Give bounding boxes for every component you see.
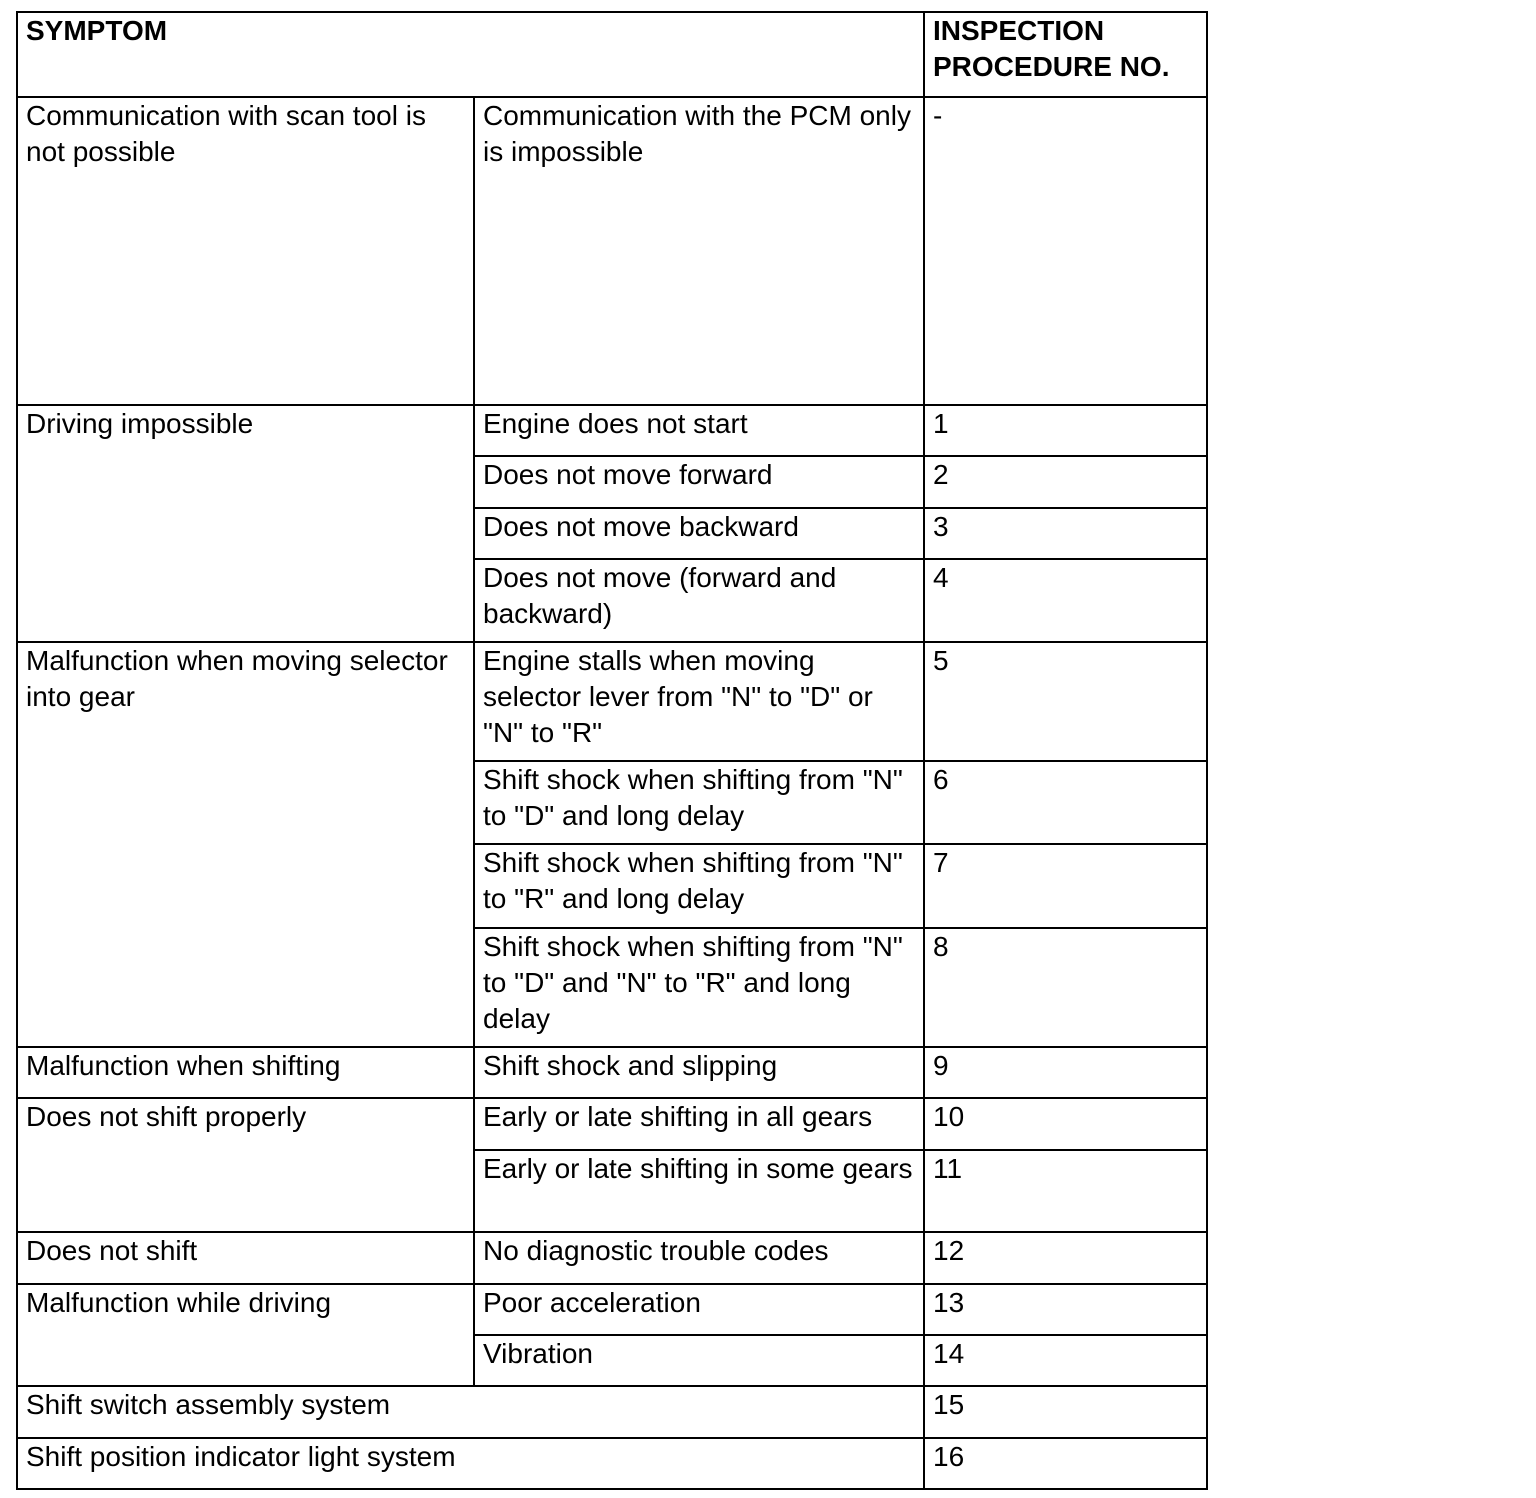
- detail-cell: Engine does not start: [474, 405, 924, 456]
- symptom-cell: Communication with scan tool is not possible: [17, 97, 474, 405]
- table-row: [17, 1386, 1207, 1438]
- detail-cell: Does not move forward: [474, 456, 924, 508]
- symptom-cell: Shift position indicator light system: [17, 1438, 924, 1489]
- detail-cell: Shift shock and slipping: [474, 1047, 924, 1098]
- detail-cell: Shift shock when shifting from "N" to "D" and "N" to "R" and long delay: [474, 928, 924, 1047]
- procedure-cell: 15: [924, 1386, 1207, 1438]
- symptom-cell: Driving impossible: [17, 405, 474, 642]
- table-row: [17, 1098, 1207, 1150]
- procedure-cell: 12: [924, 1232, 1207, 1284]
- procedure-cell: 9: [924, 1047, 1207, 1098]
- procedure-cell: 11: [924, 1150, 1207, 1232]
- detail-cell: Poor acceleration: [474, 1284, 924, 1335]
- procedure-cell: 13: [924, 1284, 1207, 1335]
- table-row: [17, 1438, 1207, 1489]
- table-row: [17, 1047, 1207, 1098]
- table-row: [17, 1232, 1207, 1284]
- symptom-cell: Malfunction while driving: [17, 1284, 474, 1386]
- symptom-table: [16, 11, 1208, 1490]
- procedure-cell: 7: [924, 844, 1207, 928]
- procedure-cell: -: [924, 97, 1207, 405]
- procedure-cell: 8: [924, 928, 1207, 1047]
- detail-cell: Engine stalls when moving selector lever from "N" to "D" or "N" to "R": [474, 642, 924, 761]
- header-row: [17, 12, 1207, 97]
- procedure-cell: 10: [924, 1098, 1207, 1150]
- procedure-cell: 5: [924, 642, 1207, 761]
- header-procedure-line2: PROCEDURE NO.: [933, 51, 1170, 82]
- table-row: [17, 1284, 1207, 1335]
- table-row: [17, 642, 1207, 761]
- detail-cell: Does not move backward: [474, 508, 924, 559]
- procedure-cell: 3: [924, 508, 1207, 559]
- header-symptom: SYMPTOM: [17, 12, 924, 97]
- procedure-cell: 4: [924, 559, 1207, 642]
- detail-cell: Vibration: [474, 1335, 924, 1386]
- header-procedure: [924, 12, 1207, 97]
- detail-cell: No diagnostic trouble codes: [474, 1232, 924, 1284]
- symptom-cell: Malfunction when moving selector into gear: [17, 642, 474, 1047]
- detail-cell: Does not move (forward and backward): [474, 559, 924, 642]
- table-row: [17, 97, 1207, 405]
- table-row: [17, 405, 1207, 456]
- symptom-cell: Does not shift: [17, 1232, 474, 1284]
- detail-cell: Shift shock when shifting from "N" to "R" and long delay: [474, 844, 924, 928]
- procedure-cell: 1: [924, 405, 1207, 456]
- detail-cell: Early or late shifting in some gears: [474, 1150, 924, 1232]
- symptom-cell: Does not shift properly: [17, 1098, 474, 1232]
- procedure-cell: 14: [924, 1335, 1207, 1386]
- detail-cell: Communication with the PCM only is impossible: [474, 97, 924, 405]
- procedure-cell: 16: [924, 1438, 1207, 1489]
- procedure-cell: 2: [924, 456, 1207, 508]
- symptom-cell: Malfunction when shifting: [17, 1047, 474, 1098]
- detail-cell: Shift shock when shifting from "N" to "D" and long delay: [474, 761, 924, 844]
- procedure-cell: 6: [924, 761, 1207, 844]
- header-procedure-line1: INSPECTION: [933, 15, 1105, 46]
- symptom-cell: Shift switch assembly system: [17, 1386, 924, 1438]
- detail-cell: Early or late shifting in all gears: [474, 1098, 924, 1150]
